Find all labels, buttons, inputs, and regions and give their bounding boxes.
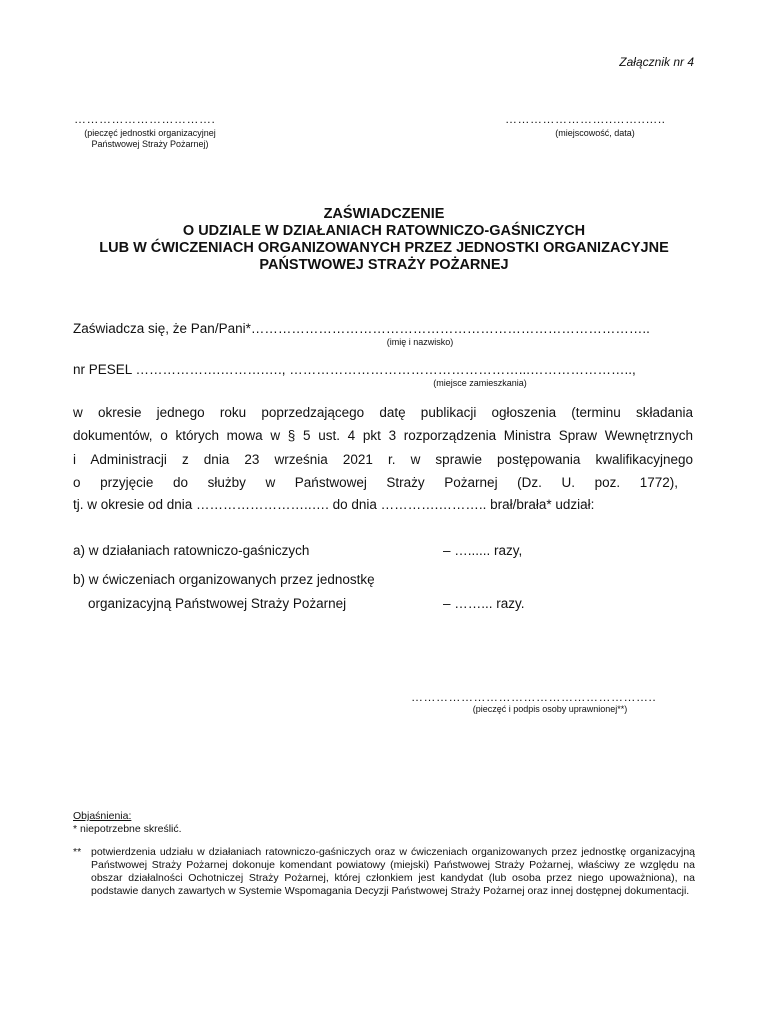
paragraph-line: o przyjęcie do służby w Państwowej Straży Pożarnej (Dz. U. poz. 1772), [73, 475, 678, 491]
signature-caption: (pieczęć i podpis osoby uprawnionej**) [472, 704, 628, 714]
item-b-label-1: b) w ćwiczeniach organizowanych przez jednostkę [73, 572, 375, 587]
item-b-label-2: organizacyjną Państwowej Straży Pożarnej [88, 596, 347, 611]
signature-dots: ………………………………………………….. [411, 690, 657, 704]
place-date-caption: (miejscowość, data) [555, 128, 635, 138]
residence-caption: (miejsce zamieszkania) [433, 378, 527, 388]
name-caption: (imię i nazwisko) [386, 337, 454, 347]
note-2-text: potwierdzenia udziału w działaniach ratowniczo-gaśniczych oraz w ćwiczeniach organizowanych przez jednostkę organizacyjną Państwowej Straży Pożarnej dokonuje komendant powiatowy (miejski) Państwowej Straży Pożarnej, właściwy ze względu na obszar działalności Ochotniczej Straży Pożarnej, której członkiem jest kandydat (lub osoba przez niego upoważniona), na podstawie danych zawartych w Systemie Wspomagania Decyzji Państwowej Straży Pożarnej oraz innej dostępnej dokumentacji. [91, 846, 695, 897]
attachment-number: Załącznik nr 4 [619, 55, 694, 69]
statement-paragraph [73, 401, 693, 515]
item-b-count: – ……... razy. [443, 596, 525, 611]
title-line-2: O UDZIALE W DZIAŁANIACH RATOWNICZO-GAŚNICZYCH [182, 223, 586, 239]
note-2-marker: ** [73, 846, 82, 858]
item-a-label: a) w działaniach ratowniczo-gaśniczych [73, 543, 310, 558]
item-a-count: – …...... razy, [443, 543, 523, 558]
note-2 [73, 846, 695, 898]
notes-heading [73, 810, 695, 823]
stamp-caption-line-2: Państwowej Straży Pożarnej) [91, 139, 209, 149]
title-line-3: LUB W ĆWICZENIACH ORGANIZOWANYCH PRZEZ JEDNOSTKI ORGANIZACYJNE [99, 240, 669, 256]
paragraph-line: w okresie jednego roku poprzedzającego datę publikacji ogłoszenia (terminu składania [73, 405, 693, 420]
stamp-caption-line-1: (pieczęć jednostki organizacyjnej [84, 128, 216, 138]
title-line-1: ZAŚWIADCZENIE [323, 206, 445, 222]
pesel-line: nr PESEL ……………….……….…., ……………………………………………...………………….., [73, 362, 636, 377]
notes-heading-text: Objaśnienia: [73, 810, 132, 822]
paragraph-line: i Administracji z dnia 23 września 2021 r. w sprawie postępowania kwalifikacyjnego [73, 451, 693, 467]
stamp-caption [60, 128, 240, 150]
stamp-dots: ……………………………. [74, 112, 216, 126]
notes-section [73, 810, 695, 898]
title-line-4: PAŃSTWOWEJ STRAŻY POŻARNEJ [259, 257, 509, 273]
note-1: * niepotrzebne skreślić. [73, 823, 182, 835]
period-line: tj. w okresie od dnia ……………………..…. do dnia ………….……….. brał/brała* udział: [73, 496, 595, 512]
document-title [0, 206, 768, 274]
place-date-dots: ……………………..……..….. [505, 112, 666, 126]
certify-line: Zaświadcza się, że Pan/Pani*…………………………………………………………………………….. [73, 321, 650, 336]
paragraph-line: dokumentów, o których mowa w § 5 ust. 4 pkt 3 rozporządzenia Ministra Spraw Wewnętrznych [73, 428, 693, 444]
